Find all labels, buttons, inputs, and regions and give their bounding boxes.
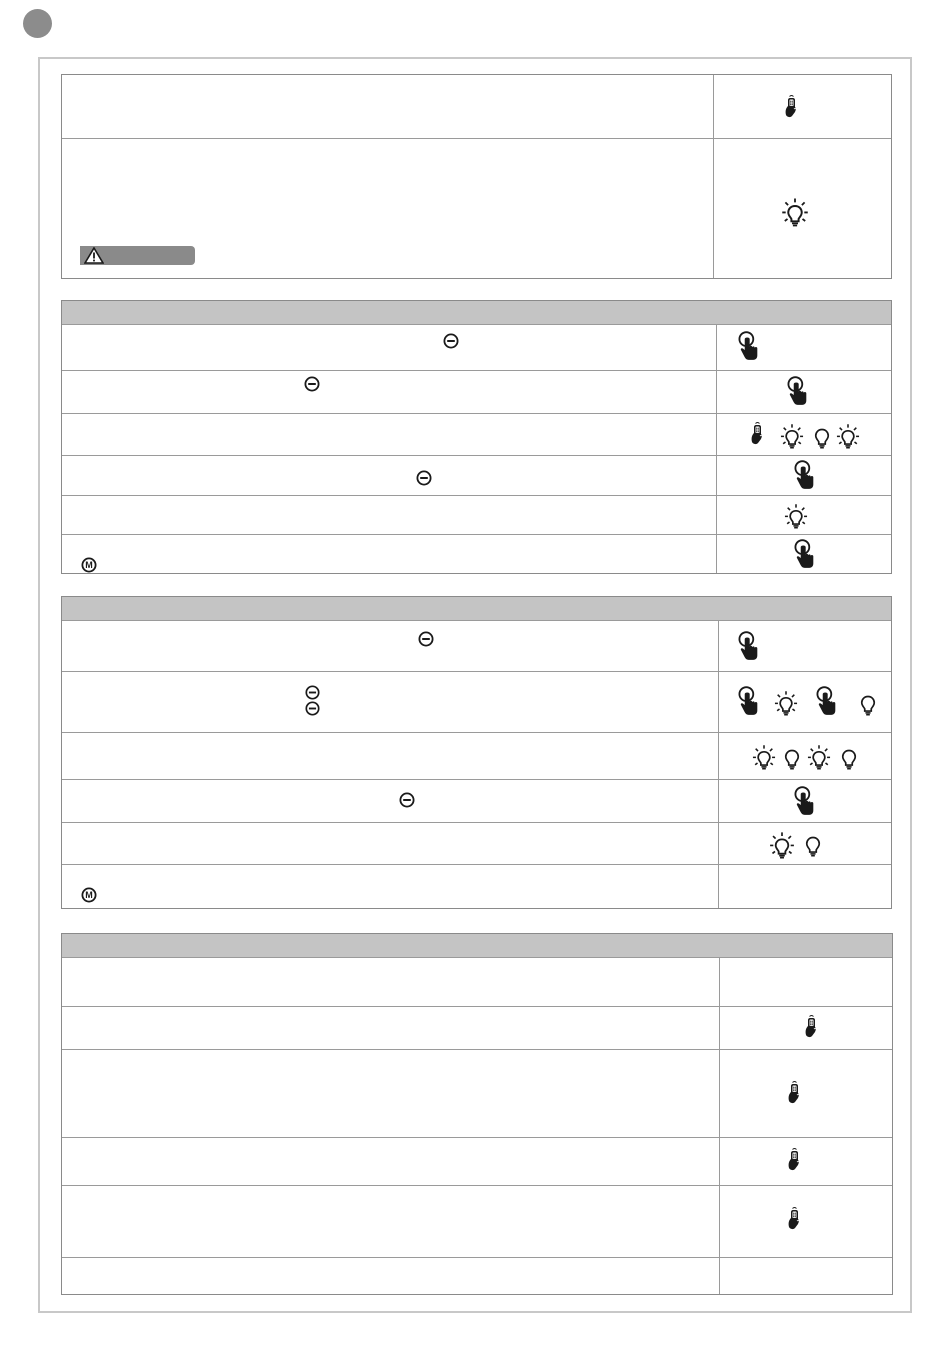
table-row [62,671,891,732]
procedure-table-2 [61,596,892,909]
table-row [62,1257,892,1296]
table-row [62,325,891,370]
light-bulb-off-icon [780,744,804,770]
table-header [62,934,892,958]
table-row [62,1049,892,1137]
page-marker [23,9,52,38]
light-bulb-on-icon [780,423,804,449]
minus-button-icon [305,701,320,716]
light-bulb-off-icon [856,690,880,716]
minus-button-icon [416,470,432,486]
table-row [62,138,891,280]
warning-banner [80,246,195,265]
remote-control-icon [785,1080,805,1106]
remote-control-icon [785,1147,805,1173]
table-row [62,822,891,864]
table-header [62,301,891,325]
light-bulb-on-icon [807,744,831,770]
table-row [62,1185,892,1257]
remote-control-icon [782,94,802,120]
table-row [62,75,891,138]
warning-triangle-icon [84,247,104,264]
table-row [62,621,891,671]
table-row [62,1137,892,1185]
light-bulb-on-icon [752,744,776,770]
m-button-icon [81,887,97,903]
finger-press-icon [815,686,836,716]
table-header [62,597,891,621]
table-row [62,534,891,575]
finger-press-icon [793,786,814,816]
minus-button-icon [418,631,434,647]
light-bulb-on-icon [774,690,798,716]
procedure-table-3 [61,933,893,1295]
info-table [61,74,892,279]
table-row [62,864,891,910]
light-bulb-off-icon [810,423,834,449]
light-bulb-off-icon [837,744,861,770]
procedure-table-1 [61,300,892,574]
table-row [62,958,892,1006]
light-bulb-on-icon [836,423,860,449]
table-row [62,732,891,779]
finger-press-icon [737,686,758,716]
remote-control-icon [748,421,768,447]
finger-press-icon [737,331,758,361]
minus-button-icon [304,376,320,392]
minus-button-icon [399,792,415,808]
finger-press-icon [793,460,814,490]
table-row [62,1006,892,1049]
light-bulb-on-icon [784,503,808,529]
finger-press-icon [793,539,814,569]
table-row [62,779,891,822]
m-button-icon [81,557,97,573]
finger-press-icon [737,631,758,661]
light-bulb-on-icon [769,831,795,859]
minus-button-icon [305,685,320,700]
finger-press-icon [786,376,807,406]
minus-button-icon [443,333,459,349]
table-row [62,495,891,534]
light-bulb-on-icon [781,197,809,227]
table-row [62,455,891,495]
light-bulb-off-icon [801,831,825,857]
table-row [62,413,891,455]
table-row [62,370,891,413]
remote-control-icon [802,1014,822,1040]
remote-control-icon [785,1206,805,1232]
